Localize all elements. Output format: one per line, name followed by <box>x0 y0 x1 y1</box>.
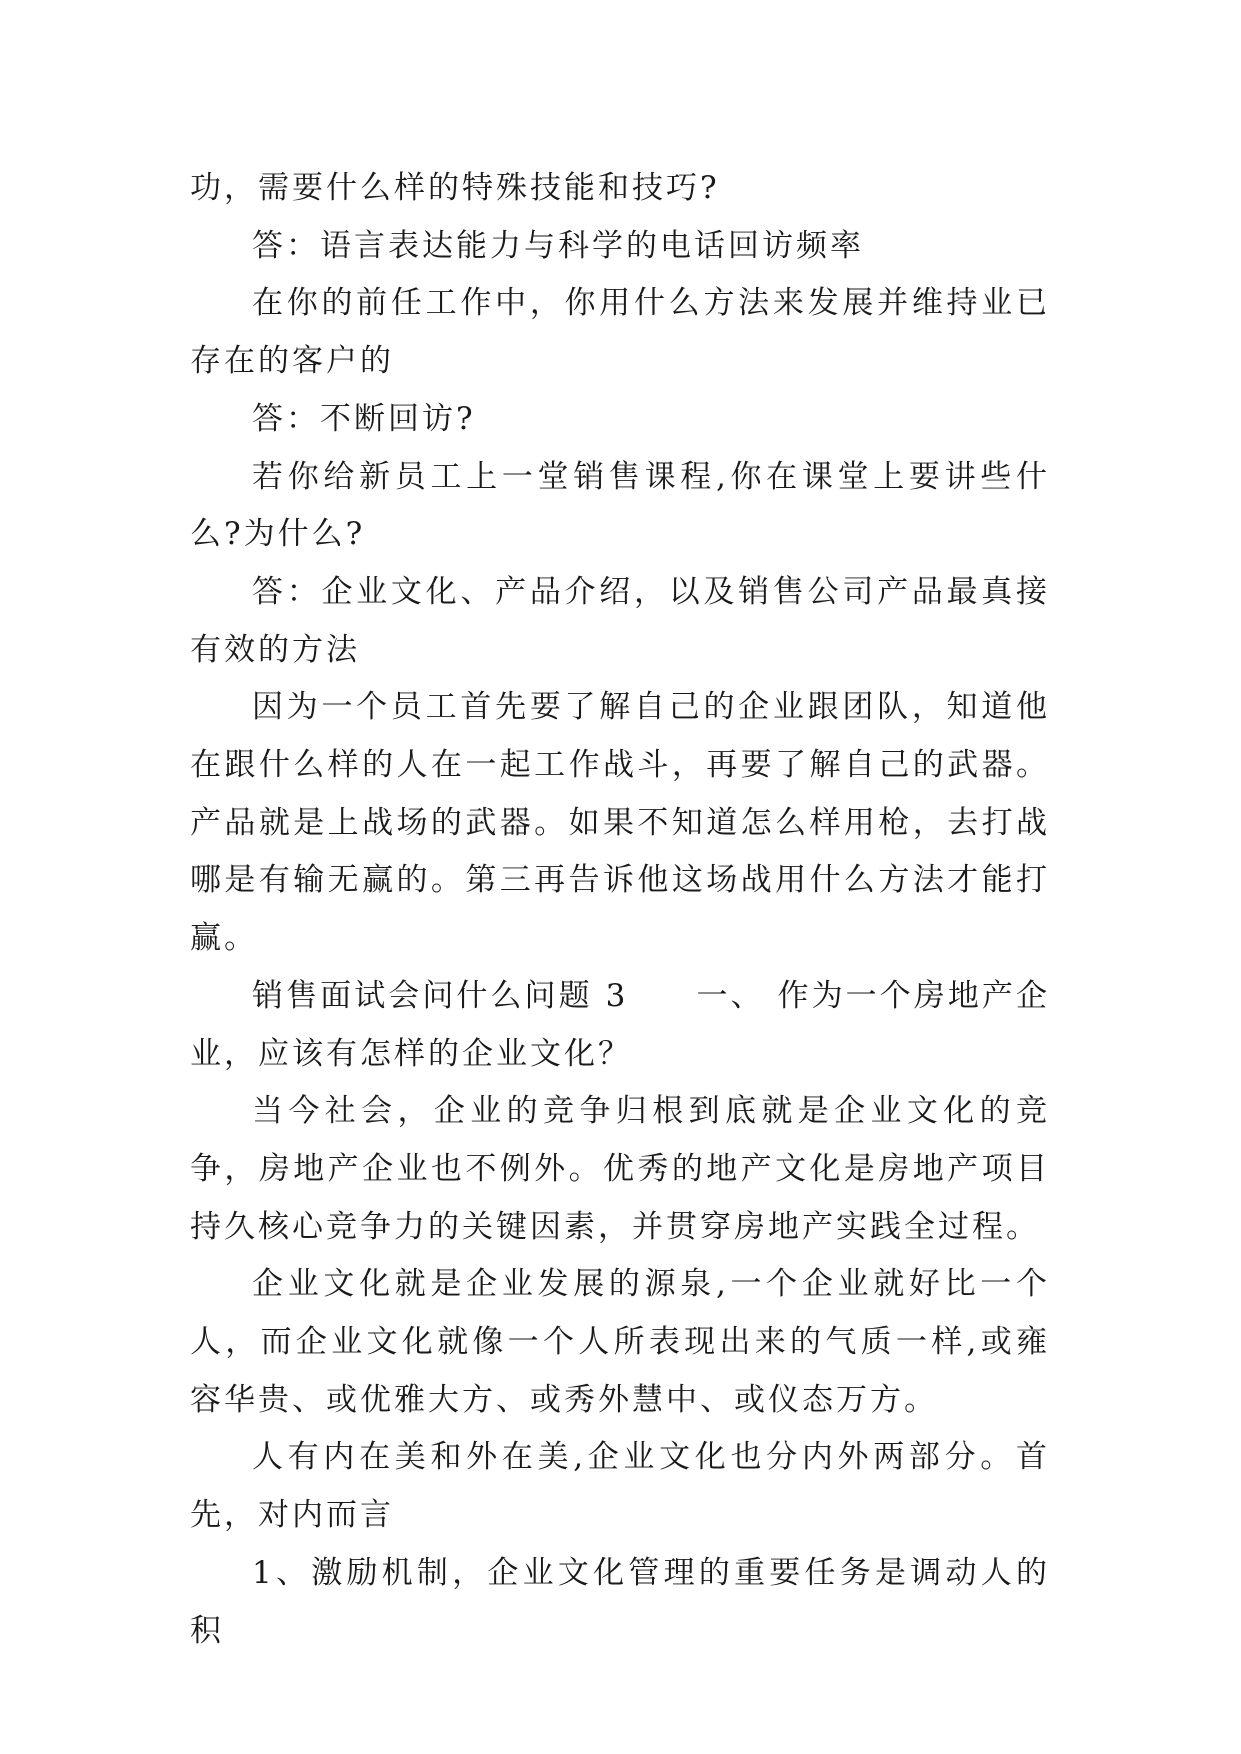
paragraph-answer-1: 答：语言表达能力与科学的电话回访频率 <box>252 227 864 264</box>
paragraph-question-2: 在你的前任工作中，你用什么方法来发展并维持业已存在的客户的 <box>190 285 1050 380</box>
paragraph-answer-3: 答：企业文化、产品介绍，以及销售公司产品最真接有效的方法 <box>190 573 1050 668</box>
paragraph-answer-2: 答：不断回访? <box>252 400 476 437</box>
document-body <box>190 160 1050 1660</box>
paragraph-body-2: 企业文化就是企业发展的源泉,一个企业就好比一个人，而企业文化就像一个人所表现出来的气质一样,或雍容华贵、或优雅大方、或秀外慧中、或仪态万方。 <box>190 1266 1050 1418</box>
paragraph-section-heading: 销售面试会问什么问题 3 一、 作为一个房地产企业，应该有怎样的企业文化？ <box>190 977 1050 1072</box>
paragraph-continuation: 功，需要什么样的特殊技能和技巧? <box>190 170 720 206</box>
paragraph-list-item-1: 1、激励机制，企业文化管理的重要任务是调动人的积 <box>190 1554 1050 1649</box>
paragraph-body-1: 当今社会，企业的竞争归根到底就是企业文化的竞争，房地产企业也不例外。优秀的地产文化是房地产项目持久核心竞争力的关键因素，并贯穿房地产实践全过程。 <box>190 1093 1050 1245</box>
paragraph-explanation: 因为一个员工首先要了解自己的企业跟团队，知道他在跟什么样的人在一起工作战斗，再要了解自己的武器。产品就是上战场的武器。如果不知道怎么样用枪，去打战哪是有输无赢的。第三再告诉他这场战用什么方法才能打赢。 <box>190 689 1050 957</box>
paragraph-question-3: 若你给新员工上一堂销售课程,你在课堂上要讲些什么?为什么? <box>190 458 1050 553</box>
paragraph-body-3: 人有内在美和外在美,企业文化也分内外两部分。首先，对内而言 <box>190 1439 1050 1534</box>
